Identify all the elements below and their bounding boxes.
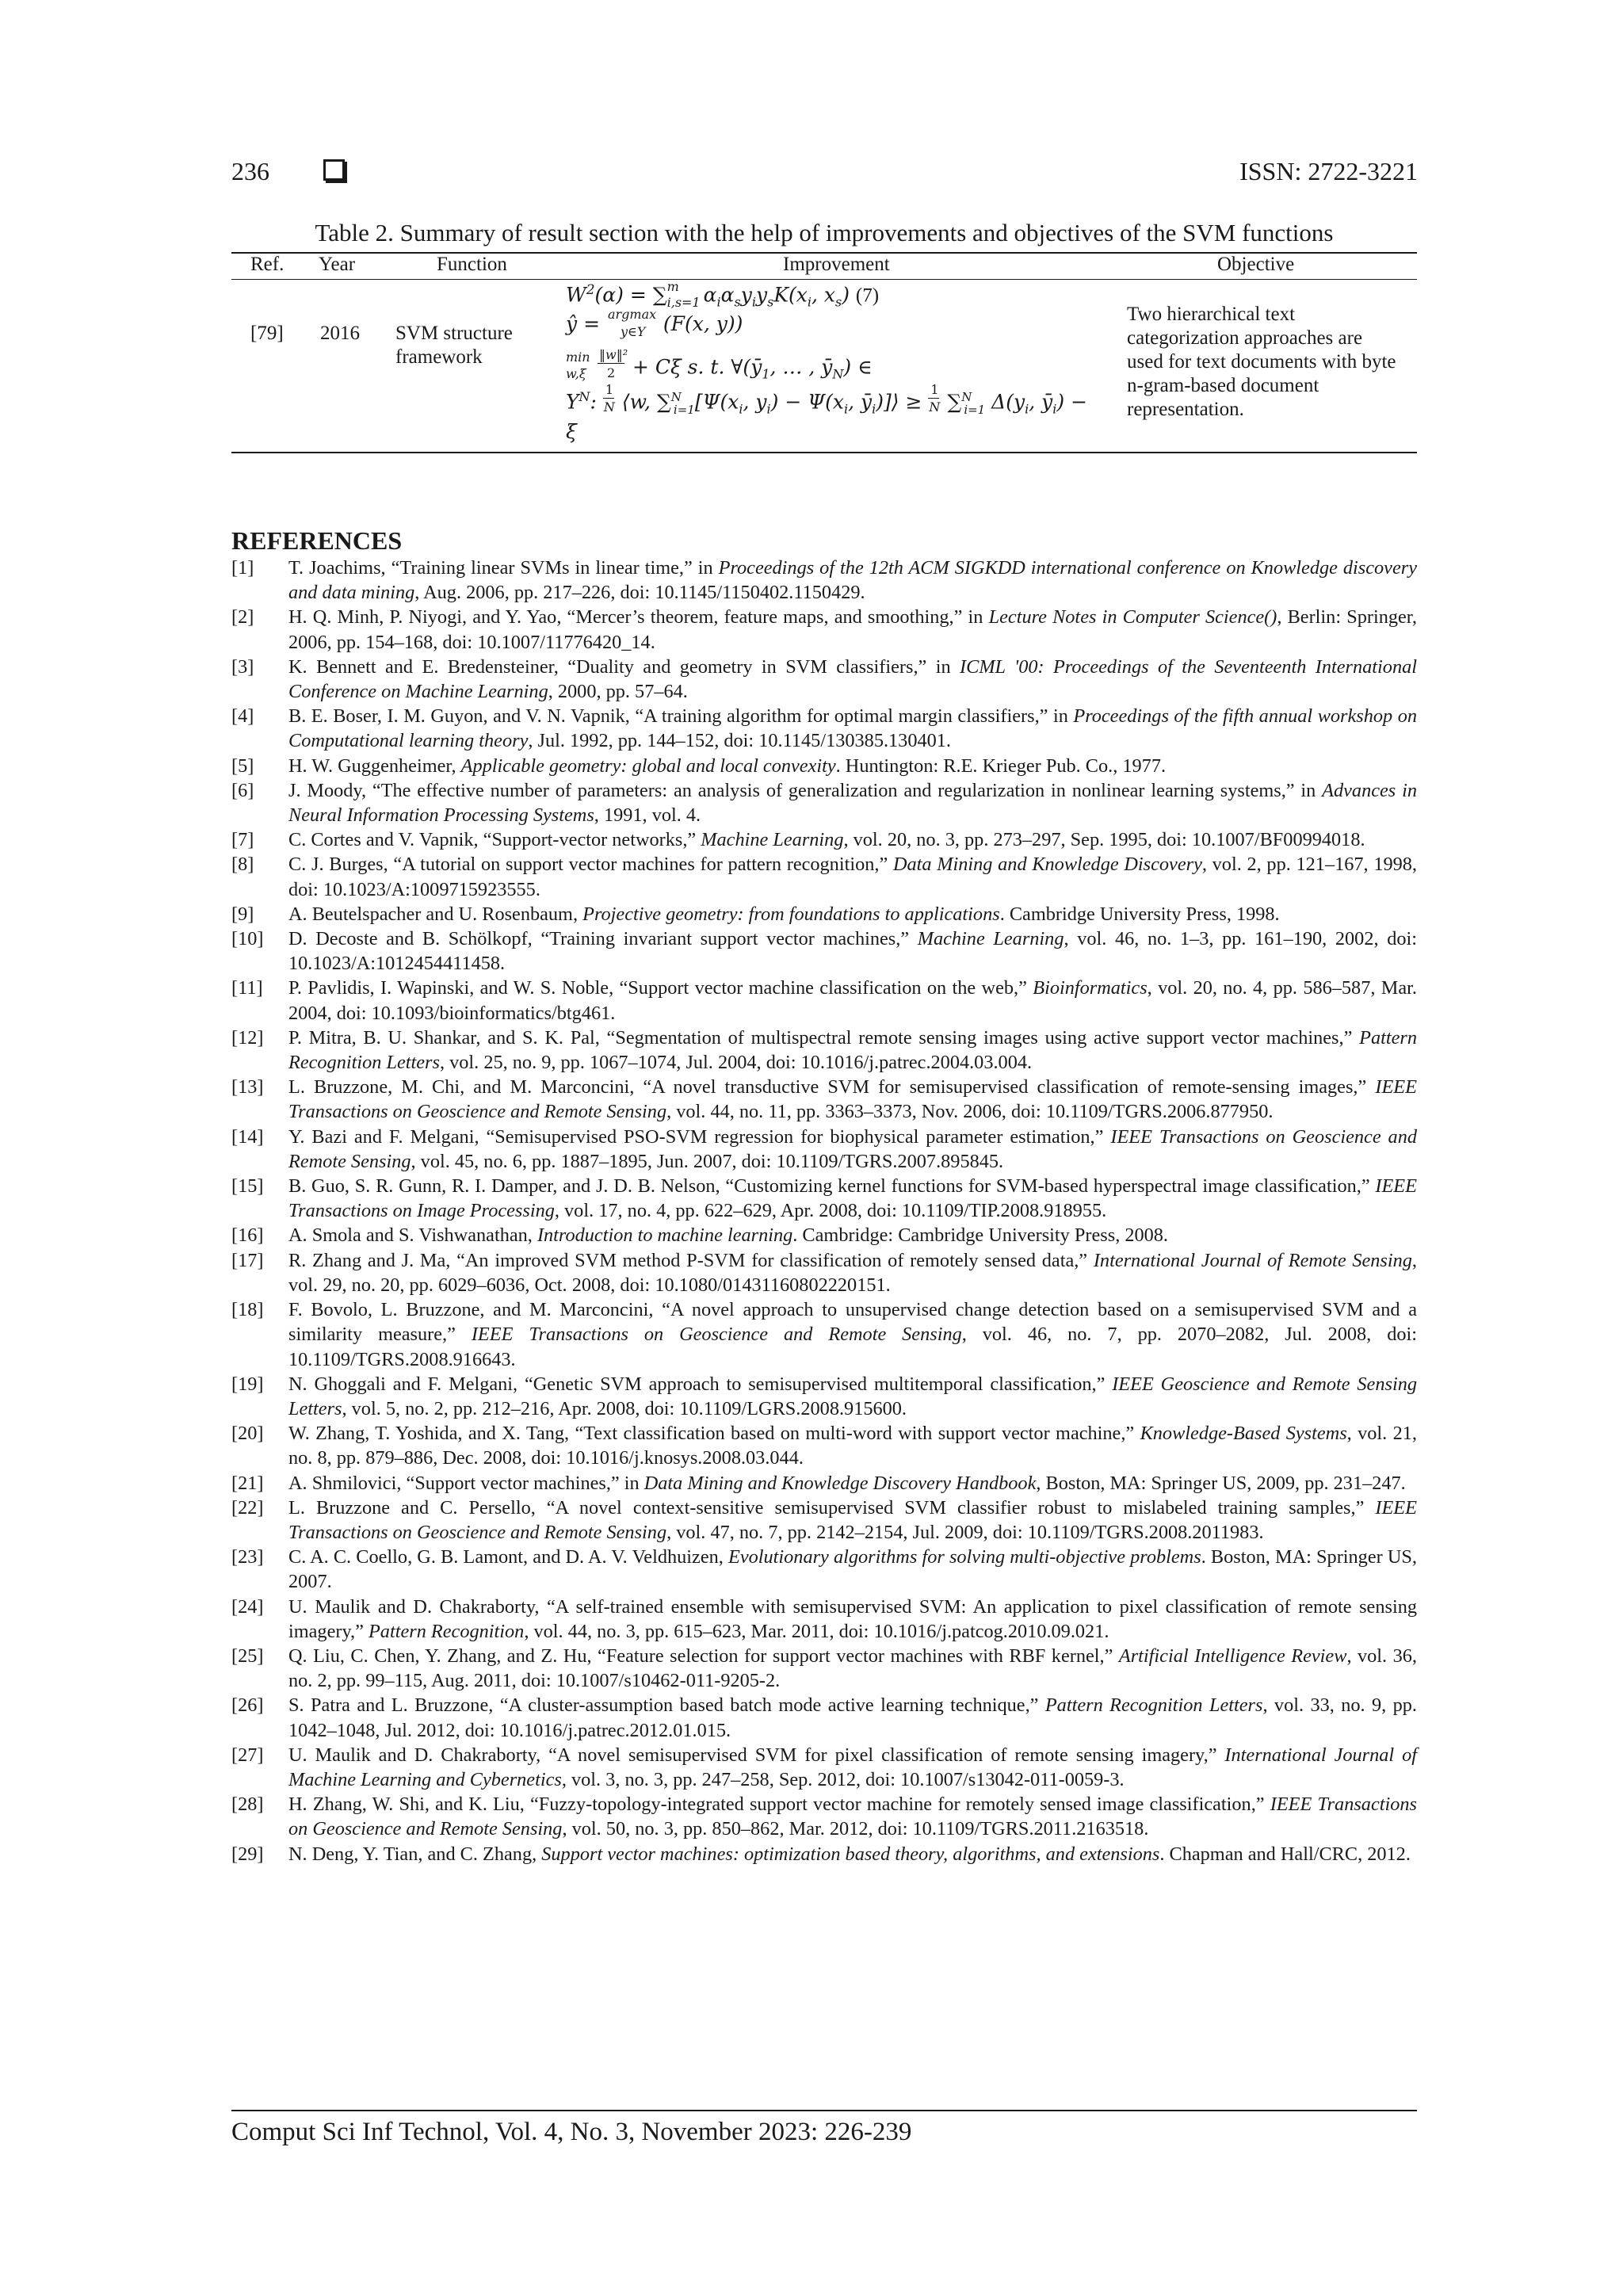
table-caption: Table 2. Summary of result section with the help of improvements and objectives of the SVM functions [315, 219, 1334, 246]
reference-item [231, 1471, 1417, 1496]
reference-text: K. Bennett and E. Bredensteiner, “Duality and geometry in SVM classifiers,” in [288, 655, 960, 678]
reference-text: , Boston, MA: Springer US, 2009, pp. 231–247. [1036, 1472, 1406, 1494]
reference-text: , vol. 46, no. 7, pp. 2070–2082, Jul. 2008, doi: 10.1109/TGRS.2008.916643. [288, 1324, 1417, 1370]
reference-text: N. Ghoggali and F. Melgani, “Genetic SVM approach to semisupervised multitemporal classification,” [288, 1373, 1113, 1395]
column-header-ref: Ref. [250, 254, 285, 275]
reference-text: , vol. 25, no. 9, pp. 1067–1074, Jul. 2004, doi: 10.1016/j.patrec.2004.03.004. [439, 1052, 1033, 1074]
reference-text: H. Q. Minh, P. Niyogi, and Y. Yao, “Mercer’s theorem, feature maps, and smoothing,” in [288, 606, 989, 628]
reference-source-title: Pattern Recognition [368, 1620, 525, 1642]
column-header-function: Function [437, 254, 507, 275]
reference-text: C. Cortes and V. Vapnik, “Support-vector networks,” [288, 829, 701, 851]
reference-item [231, 1595, 1417, 1644]
reference-item [231, 704, 1417, 753]
reference-text: A. Smola and S. Vishwanathan, [288, 1224, 537, 1247]
reference-text: U. Maulik and D. Chakraborty, “A self-trained ensemble with semisupervised SVM: An application to pixel classification of remote sensing imagery,” [288, 1595, 1417, 1642]
reference-source-title: Projective geometry: from foundations to applications [582, 903, 1000, 925]
footer-rule [231, 2110, 1417, 2111]
reference-item [231, 778, 1417, 827]
reference-item [231, 1421, 1417, 1470]
reference-number: [6] [231, 779, 254, 801]
reference-source-title: Introduction to machine learning [537, 1224, 793, 1247]
reference-text: , vol. 36, no. 2, pp. 99–115, Aug. 2011, doi: 10.1007/s10462-011-9205-2. [288, 1645, 1417, 1692]
reference-source-title: International Journal of Machine Learning and Cybernetics [288, 1744, 1417, 1790]
reference-item [231, 1223, 1417, 1247]
reference-source-title: Pattern Recognition Letters [288, 1026, 1417, 1074]
reference-number: [23] [231, 1546, 264, 1568]
reference-source-title: Data Mining and Knowledge Discovery Handbook [643, 1472, 1037, 1494]
reference-source-title: Applicable geometry: global and local convexity [460, 755, 836, 777]
equation-xi: ξ [566, 420, 577, 443]
reference-number: [27] [231, 1744, 264, 1766]
reference-item [231, 1842, 1417, 1866]
issn-label: ISSN: 2722-3221 [1239, 157, 1418, 185]
reference-text: , vol. 50, no. 3, pp. 850–862, Mar. 2012, doi: 10.1109/TGRS.2011.2163518. [562, 1818, 1149, 1840]
reference-source-title: IEEE Transactions on Geoscience and Remote Sensing [471, 1324, 962, 1346]
reference-text: N. Deng, Y. Tian, and C. Zhang, [288, 1843, 542, 1865]
reference-source-title: Lecture Notes in Computer Science() [988, 606, 1277, 628]
reference-source-title: Artificial Intelligence Review [1118, 1645, 1347, 1667]
reference-source-title: Machine Learning [917, 928, 1064, 950]
reference-text: , vol. 47, no. 7, pp. 2142–2154, Jul. 2009, doi: 10.1109/TGRS.2008.2011983. [666, 1521, 1264, 1543]
reference-text: L. Bruzzone and C. Persello, “A novel context-sensitive semisupervised SVM classifier robust to mislabeled training samples,” [288, 1496, 1376, 1519]
reference-text: F. Bovolo, L. Bruzzone, and M. Marconcini, “A novel approach to unsupervised change detection based on a semisupervised SVM and a similarity measure,” [288, 1299, 1417, 1346]
reference-source-title: Proceedings of the fifth annual workshop on Computational learning theory [288, 705, 1417, 752]
reference-source-title: Data Mining and Knowledge Discovery [892, 854, 1202, 876]
reference-item [231, 827, 1417, 852]
reference-number: [7] [231, 829, 254, 851]
reference-text: . Boston, MA: Springer US, 2007. [288, 1546, 1417, 1593]
reference-number: [21] [231, 1472, 264, 1494]
reference-number: [28] [231, 1794, 264, 1816]
reference-number: [8] [231, 854, 254, 876]
reference-item [231, 1297, 1417, 1372]
reference-item [231, 1372, 1417, 1421]
reference-item [231, 655, 1417, 704]
reference-text: W. Zhang, T. Yoshida, and X. Tang, “Text classification based on multi-word with support vector machine,” [288, 1423, 1140, 1445]
reference-item [231, 852, 1417, 901]
reference-text: P. Pavlidis, I. Wapinski, and W. S. Noble, “Support vector machine classification on the web,” [288, 977, 1033, 999]
reference-text: , Jul. 1992, pp. 144–152, doi: 10.1145/130385.130401. [528, 730, 952, 752]
reference-text: , 2000, pp. 57–64. [548, 681, 688, 703]
reference-number: [3] [231, 655, 254, 678]
reference-text: , vol. 20, no. 4, pp. 586–587, Mar. 2004, doi: 10.1093/bioinformatics/btg461. [288, 977, 1417, 1024]
column-header-objective: Objective [1217, 254, 1295, 275]
reference-number: [19] [231, 1373, 264, 1395]
reference-text: . Cambridge University Press, 1998. [999, 903, 1280, 925]
reference-text: , vol. 2, pp. 121–167, 1998, doi: 10.1023/A:1009715923555. [288, 854, 1417, 900]
reference-source-title: ICML '00: Proceedings of the Seventeenth International Conference on Machine Learning [288, 655, 1417, 703]
reference-text: , vol. 45, no. 6, pp. 1887–1895, Jun. 2007, doi: 10.1109/TGRS.2007.895845. [411, 1150, 1004, 1172]
reference-text: . Huntington: R.E. Krieger Pub. Co., 1977. [835, 755, 1167, 777]
reference-text: B. Guo, S. R. Gunn, R. I. Damper, and J. D. B. Nelson, “Customizing kernel functions for SVM-based hyperspectral image classification,” [288, 1175, 1376, 1198]
reference-number: [14] [231, 1125, 264, 1148]
reference-number: [10] [231, 928, 264, 950]
reference-item [231, 1545, 1417, 1594]
reference-source-title: International Journal of Remote Sensing [1093, 1249, 1412, 1271]
reference-number: [24] [231, 1595, 264, 1618]
reference-number: [5] [231, 755, 254, 777]
reference-text: , vol. 29, no. 20, pp. 6029–6036, Oct. 2008, doi: 10.1080/01431160802220151. [288, 1249, 1417, 1296]
reference-text: . Cambridge: Cambridge University Press, 2008. [792, 1224, 1169, 1247]
reference-text: S. Patra and L. Bruzzone, “A cluster-assumption based batch mode active learning technique,” [288, 1694, 1045, 1717]
reference-source-title: Evolutionary algorithms for solving multi-objective problems [727, 1546, 1201, 1568]
page-number: 236 [231, 157, 269, 185]
reference-item [231, 754, 1417, 778]
reference-source-title: IEEE Transactions on Image Processing [288, 1175, 1417, 1222]
reference-text: , vol. 5, no. 2, pp. 212–216, Apr. 2008, doi: 10.1109/LGRS.2008.915600. [342, 1397, 907, 1419]
equation-constraint: $Y^N$: $\frac{1}{N}$ ⟨w, $\sum^N_{i=1}[\Psi(x_i$, $y_i) - \Psi(x_i$, $ȳ_i)]⟩$ ≥ $\frac{1}{N}$ ∑$^N_{i=1}$ $\Delta(y_i$, $ȳ_i$) − [566, 382, 1088, 417]
reference-source-title: Machine Learning [701, 829, 844, 851]
reference-number: [18] [231, 1299, 264, 1321]
reference-text: H. Zhang, W. Shi, and K. Liu, “Fuzzy-topology-integrated support vector machine for remotely sensed image classification,” [288, 1794, 1270, 1816]
table-row [231, 278, 1417, 450]
reference-number: [29] [231, 1843, 264, 1865]
reference-text: T. Joachims, “Training linear SVMs in linear time,” in [288, 557, 719, 579]
reference-item [231, 1496, 1417, 1545]
reference-text: L. Bruzzone, M. Chi, and M. Marconcini, “A novel transductive SVM for semisupervised classification of remote-sensing images,” [288, 1076, 1376, 1098]
reference-text: , vol. 33, no. 9, pp. 1042–1048, Jul. 2012, doi: 10.1016/j.patrec.2012.01.015. [288, 1694, 1418, 1741]
reference-number: [1] [231, 557, 254, 579]
reference-source-title: Support vector machines: optimization based theory, algorithms, and extensions [541, 1843, 1160, 1865]
reference-text: Y. Bazi and F. Melgani, “Semisupervised PSO-SVM regression for biophysical parameter estimation,” [288, 1125, 1111, 1148]
reference-source-title: Knowledge-Based Systems [1140, 1423, 1347, 1445]
table-header-rule [231, 279, 1417, 280]
reference-number: [25] [231, 1645, 264, 1667]
column-header-year: Year [319, 254, 356, 275]
reference-number: [17] [231, 1249, 264, 1271]
reference-text: , vol. 44, no. 11, pp. 3363–3373, Nov. 2006, doi: 10.1109/TGRS.2006.877950. [666, 1101, 1274, 1123]
reference-text: C. A. C. Coello, G. B. Lamont, and D. A. V. Veldhuizen, [288, 1546, 728, 1568]
reference-item [231, 1792, 1417, 1841]
footer-citation: Comput Sci Inf Technol, Vol. 4, No. 3, November 2023: 226-239 [231, 2118, 912, 2146]
reference-number: [16] [231, 1224, 264, 1247]
reference-item [231, 1075, 1417, 1124]
reference-source-title: IEEE Transactions on Geoscience and Remote Sensing [288, 1076, 1417, 1123]
row-function: SVM structure framework [395, 323, 513, 368]
reference-text: , vol. 17, no. 4, pp. 622–629, Apr. 2008, doi: 10.1109/TIP.2008.918955. [554, 1200, 1107, 1222]
reference-number: [13] [231, 1076, 264, 1098]
reference-text: D. Decoste and B. Schölkopf, “Training invariant support vector machines,” [288, 928, 918, 950]
reference-number: [2] [231, 606, 254, 628]
reference-text: R. Zhang and J. Ma, “An improved SVM method P-SVM for classification of remotely sensed data,” [288, 1249, 1094, 1271]
row-ref: [79] [250, 323, 284, 344]
reference-item [231, 926, 1417, 976]
reference-text: B. E. Boser, I. M. Guyon, and V. N. Vapnik, “A training algorithm for optimal margin classifiers,” in [288, 705, 1074, 728]
reference-number: [4] [231, 705, 254, 728]
reference-item [231, 976, 1417, 1025]
column-header-improvement: Improvement [783, 254, 890, 275]
reference-item [231, 1644, 1417, 1693]
square-box-icon [323, 159, 345, 181]
reference-text: C. J. Burges, “A tutorial on support vector machines for pattern recognition,” [288, 854, 893, 876]
reference-text: H. W. Guggenheimer, [288, 755, 461, 777]
reference-list [231, 556, 1417, 1866]
reference-source-title: Bioinformatics [1033, 977, 1148, 999]
table-bottom-rule [231, 452, 1417, 453]
reference-source-title: IEEE Transactions on Geoscience and Remote Sensing [288, 1794, 1417, 1840]
reference-text: , vol. 21, no. 8, pp. 879–886, Dec. 2008, doi: 10.1016/j.knosys.2008.03.044. [288, 1423, 1417, 1469]
reference-number: [20] [231, 1423, 264, 1445]
reference-number: [22] [231, 1496, 264, 1519]
reference-text: , vol. 46, no. 1–3, pp. 161–190, 2002, doi: 10.1023/A:1012454411458. [288, 928, 1417, 975]
reference-source-title: IEEE Geoscience and Remote Sensing Letters [288, 1373, 1417, 1419]
reference-text: J. Moody, “The effective number of parameters: an analysis of generalization and regularization in nonlinear learning systems,” in [288, 779, 1323, 801]
reference-text: , vol. 44, no. 3, pp. 615–623, Mar. 2011, doi: 10.1016/j.patcog.2010.09.021. [524, 1620, 1109, 1642]
reference-number: [15] [231, 1175, 264, 1198]
reference-item [231, 1743, 1417, 1792]
equation-argmax: ŷ = argmax y∈Y (F(x, y)) [566, 306, 743, 339]
reference-text: . Chapman and Hall/CRC, 2012. [1159, 1843, 1411, 1865]
reference-text: Q. Liu, C. Chen, Y. Zhang, and Z. Hu, “Feature selection for support vector machines with RBF kernel,” [288, 1645, 1119, 1667]
reference-text: A. Shmilovici, “Support vector machines,” in [288, 1472, 644, 1494]
row-year: 2016 [320, 323, 360, 344]
reference-item [231, 605, 1417, 654]
reference-text: A. Beutelspacher and U. Rosenbaum, [288, 903, 583, 925]
reference-item [231, 1174, 1417, 1223]
reference-item [231, 1248, 1417, 1297]
references-heading: REFERENCES [231, 526, 403, 555]
equation-w-squared: $W^2(\alpha)$ = ∑ m i,s=1 $\alpha_i\alpha_sy_iy_sK(x_i$, $x_s$) (7) [566, 278, 880, 310]
reference-item [231, 902, 1417, 926]
reference-text: , vol. 20, no. 3, pp. 273–297, Sep. 1995, doi: 10.1007/BF00994018. [843, 829, 1365, 851]
reference-number: [12] [231, 1026, 264, 1049]
reference-source-title: Proceedings of the 12th ACM SIGKDD international conference on Knowledge discovery and data mining [288, 557, 1417, 604]
row-objective: Two hierarchical text categorization approaches are used for text documents with byte n-gram-based document representation. [1127, 304, 1396, 420]
reference-text: , Berlin: Springer, 2006, pp. 154–168, doi: 10.1007/11776420_14. [288, 606, 1418, 653]
reference-text: , vol. 3, no. 3, pp. 247–258, Sep. 2012, doi: 10.1007/s13042-011-0059-3. [561, 1768, 1125, 1790]
reference-text: P. Mitra, B. U. Shankar, and S. K. Pal, “Segmentation of multispectral remote sensing images using active support vector machines,” [288, 1026, 1360, 1049]
reference-item [231, 556, 1417, 605]
reference-source-title: Pattern Recognition Letters [1044, 1694, 1263, 1717]
reference-text: , Aug. 2006, pp. 217–226, doi: 10.1145/1150402.1150429. [414, 582, 865, 604]
equation-min-objective: min w,ξ $\frac{\text{‖w‖²}}{2}$ + Cξ s. t. $\forall(ȳ_1$, … , $ȳ_N$) ∈ [566, 347, 873, 382]
table-header-row [231, 254, 1417, 277]
reference-text: , 1991, vol. 4. [594, 804, 701, 827]
reference-item [231, 1026, 1417, 1075]
reference-number: [26] [231, 1694, 264, 1717]
reference-source-title: Advances in Neural Information Processing Systems [288, 779, 1417, 827]
reference-text: U. Maulik and D. Chakraborty, “A novel semisupervised SVM for pixel classification of remote sensing imagery,” [288, 1744, 1225, 1766]
reference-item [231, 1693, 1417, 1742]
reference-source-title: IEEE Transactions on Geoscience and Remote Sensing [288, 1125, 1417, 1172]
reference-number: [11] [231, 977, 263, 999]
reference-item [231, 1125, 1417, 1174]
reference-source-title: IEEE Transactions on Geoscience and Remote Sensing [288, 1496, 1417, 1543]
reference-number: [9] [231, 903, 254, 925]
